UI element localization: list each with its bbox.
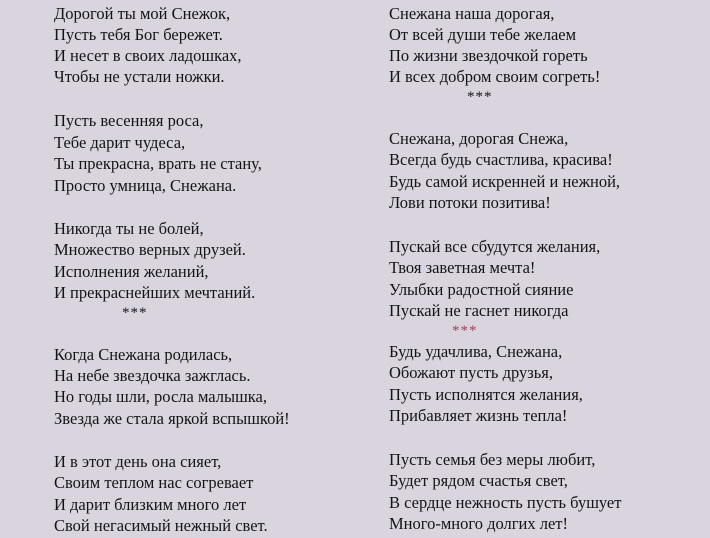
poem-line: Своим теплом нас согревает bbox=[54, 473, 254, 492]
poem-line: Всегда будь счастлива, красива! bbox=[389, 150, 613, 169]
poem-line: Лови потоки позитива! bbox=[389, 193, 551, 212]
poem-line: Будет рядом счастья свет, bbox=[389, 471, 568, 490]
poem-line: По жизни звездочкой гореть bbox=[389, 46, 588, 65]
poem-line: Ты прекрасна, врать не стану, bbox=[54, 154, 262, 173]
poem-line: Обожают пусть друзья, bbox=[389, 363, 554, 382]
poem-line: Никогда ты не болей, bbox=[54, 219, 204, 238]
poem-line: Будь удачлива, Снежана, bbox=[389, 342, 563, 361]
poem-line: Множество верных друзей. bbox=[54, 240, 246, 259]
stanza-separator: *** bbox=[122, 305, 148, 321]
poem-line: Много-много долгих лет! bbox=[389, 514, 569, 533]
poem-line: Улыбки радостной сияние bbox=[389, 280, 574, 299]
poem-line: Будь самой искренней и нежной, bbox=[389, 172, 621, 191]
stanza-separator: *** bbox=[467, 89, 493, 105]
poem-line: Пусть семья без меры любит, bbox=[389, 450, 596, 469]
poem-line: И в этот день она сияет, bbox=[54, 452, 222, 471]
poem-line: Дорогой ты мой Снежок, bbox=[54, 4, 231, 23]
poem-line: Свой негасимый нежный свет. bbox=[54, 516, 268, 535]
poem-line: На небе звездочка зажглась. bbox=[54, 366, 251, 385]
poem-line: Твоя заветная мечта! bbox=[389, 258, 536, 277]
poem-line: И несет в своих ладошках, bbox=[54, 46, 242, 65]
poem-line: Когда Снежана родилась, bbox=[54, 345, 233, 364]
poem-line: Снежана наша дорогая, bbox=[389, 4, 555, 23]
poem-line: Пусть тебя Бог бережет. bbox=[54, 25, 223, 44]
poem-line: Звезда же стала яркой вспышкой! bbox=[54, 409, 290, 428]
poem-line: Пускай не гаснет никогда bbox=[389, 301, 569, 320]
poem-line: Исполнения желаний, bbox=[54, 262, 209, 281]
poem-line: Пусть исполнятся желания, bbox=[389, 385, 583, 404]
poem-line: И прекраснейших мечтаний. bbox=[54, 283, 256, 302]
poem-line: Прибавляет жизнь тепла! bbox=[389, 406, 568, 425]
poem-line: Тебе дарит чудеса, bbox=[54, 133, 186, 152]
poem-line: Просто умница, Снежана. bbox=[54, 176, 237, 195]
poem-line: В сердце нежность пусть бушует bbox=[389, 493, 622, 512]
poem-line: Чтобы не устали ножки. bbox=[54, 67, 225, 86]
poem-line: И дарит близким много лет bbox=[54, 495, 247, 514]
poem-line: Пускай все сбудутся желания, bbox=[389, 237, 601, 256]
stanza-separator: *** bbox=[452, 323, 478, 339]
poem-line: От всей души тебе желаем bbox=[389, 25, 577, 44]
poem-line: Пусть весенняя роса, bbox=[54, 111, 204, 130]
poem-line: Но годы шли, росла малышка, bbox=[54, 387, 268, 406]
poem-line: И всех добром своим согреть! bbox=[389, 67, 601, 86]
poem-line: Снежана, дорогая Снежа, bbox=[389, 129, 569, 148]
